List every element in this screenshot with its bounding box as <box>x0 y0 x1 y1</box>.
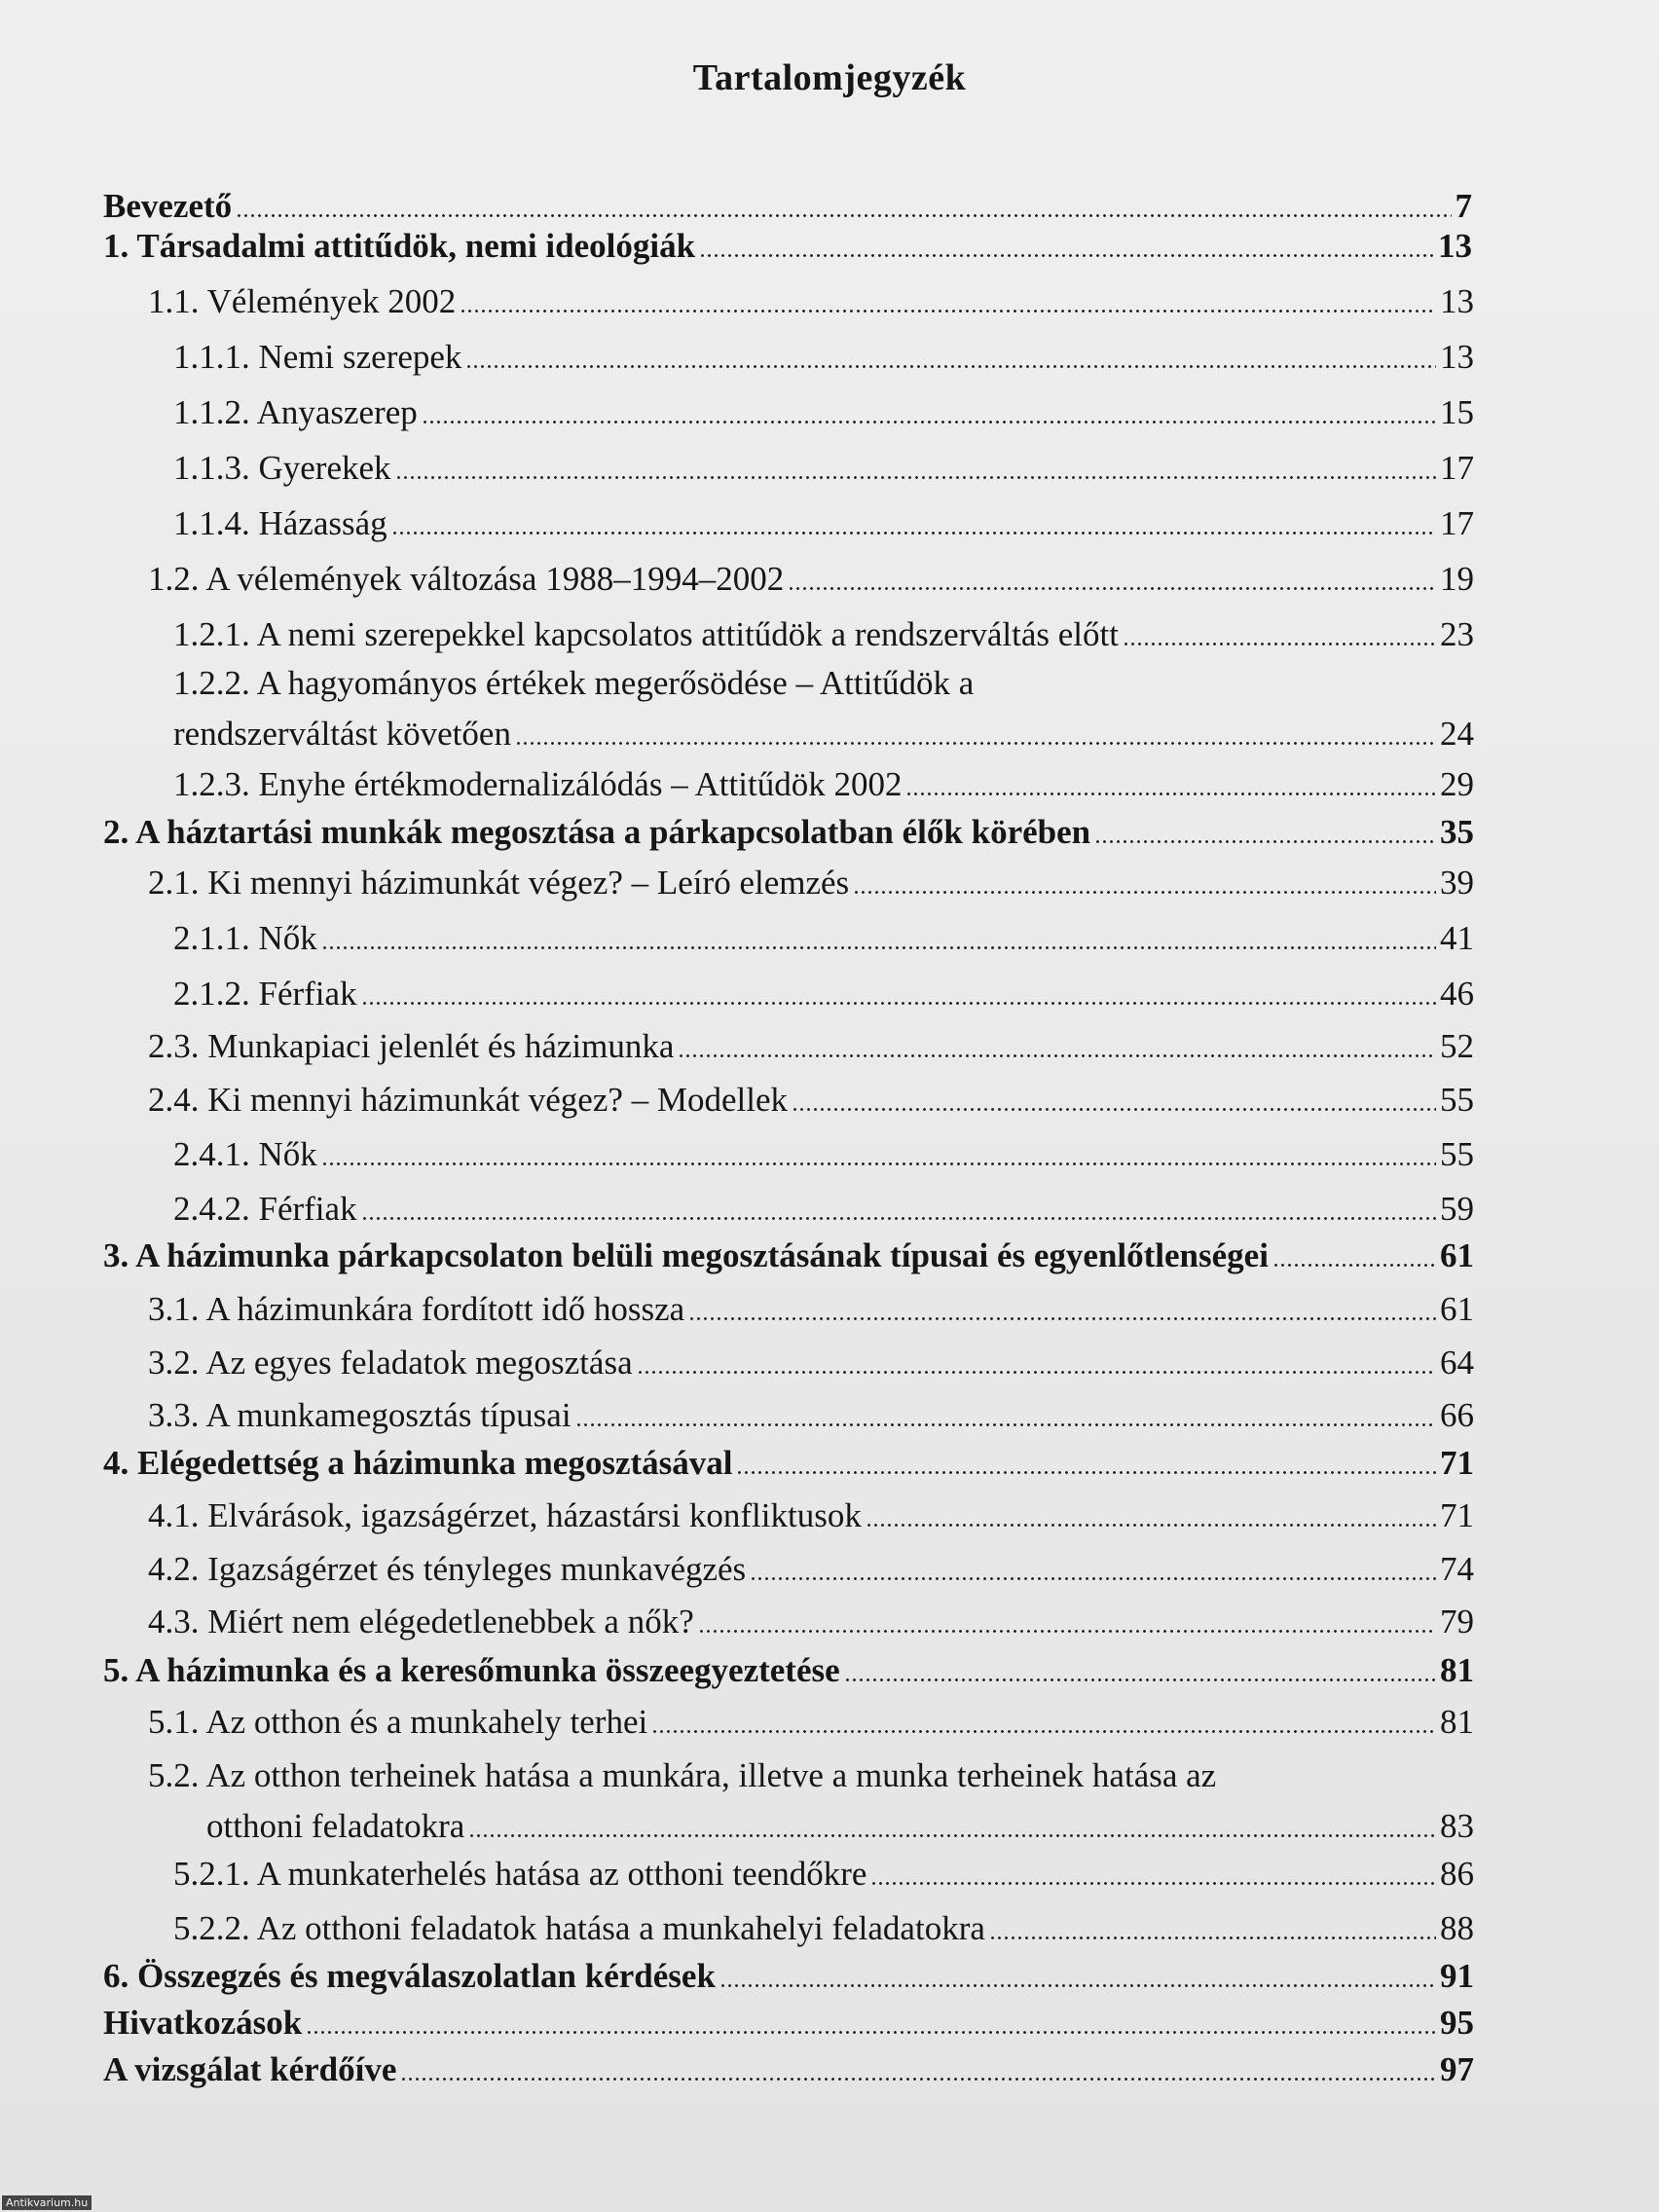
dot-leader <box>361 1002 1436 1005</box>
toc-entry-label: 2.1.2. Férfiak <box>173 975 357 1013</box>
toc-entry <box>148 1081 1474 1120</box>
toc-entry <box>148 1550 1474 1589</box>
toc-entry-page: 91 <box>1440 1957 1474 1995</box>
toc-entry <box>148 1603 1474 1641</box>
dot-leader <box>468 1834 1436 1837</box>
toc-entry-page: 41 <box>1440 919 1474 957</box>
toc-entry <box>173 919 1474 958</box>
dot-leader <box>460 310 1436 313</box>
toc-entry-page: 61 <box>1440 1290 1474 1328</box>
toc-entry <box>173 975 1474 1014</box>
toc-entry-page: 7 <box>1455 187 1472 225</box>
toc-entry <box>173 1190 1474 1229</box>
toc-entry-page: 74 <box>1440 1550 1474 1588</box>
toc-entry-page: 19 <box>1440 560 1474 598</box>
toc-entry-label: 3.1. A házimunkára fordított idő hossza <box>148 1290 685 1328</box>
dot-leader <box>750 1577 1436 1580</box>
toc-entry-page: 79 <box>1440 1603 1474 1641</box>
dot-leader <box>719 1984 1436 1987</box>
toc-entry <box>148 864 1474 903</box>
toc-entry-page: 55 <box>1440 1081 1474 1119</box>
toc-entry-label: 2.4.1. Nők <box>173 1135 317 1173</box>
dot-leader <box>688 1317 1436 1320</box>
toc-entry-page: 66 <box>1440 1396 1474 1434</box>
toc-entry-label: 6. Összegzés és megválaszolatlan kérdések <box>103 1957 716 1995</box>
toc-entry-page: 46 <box>1440 975 1474 1013</box>
toc-entry <box>148 1344 1474 1382</box>
dot-leader <box>989 1936 1436 1939</box>
dot-leader <box>465 365 1436 368</box>
dot-leader <box>1094 840 1436 843</box>
toc-entry <box>148 1290 1474 1329</box>
toc-entry-label: 5.2.2. Az otthoni feladatok hatása a munkahelyi feladatokra <box>173 1909 985 1947</box>
watermark: Antikvarium.hu <box>2 2195 92 2210</box>
toc-entry-page: 95 <box>1440 2004 1474 2042</box>
toc-entry-page: 39 <box>1440 864 1474 902</box>
toc-entry <box>148 1396 1474 1435</box>
toc-entry <box>173 504 1474 543</box>
toc-entry-page: 64 <box>1440 1344 1474 1382</box>
dot-leader <box>637 1371 1436 1374</box>
dot-leader <box>792 1108 1436 1111</box>
toc-entry-label: 3.3. A munkamegosztás típusai <box>148 1396 571 1434</box>
toc-entry-page: 61 <box>1440 1236 1474 1274</box>
toc-entry-page: 24 <box>1440 715 1474 753</box>
toc-entry-page: 17 <box>1440 504 1474 542</box>
dot-leader <box>853 891 1436 894</box>
dot-leader <box>515 742 1436 745</box>
dot-leader <box>321 946 1436 949</box>
toc-entry <box>173 1855 1474 1894</box>
toc-entry-page: 13 <box>1440 282 1474 320</box>
toc-entry <box>103 227 1472 266</box>
toc-entry-label: Bevezető <box>103 187 233 225</box>
toc-entry-page: 71 <box>1440 1444 1474 1482</box>
toc-entry-label: A vizsgálat kérdőíve <box>103 2050 397 2088</box>
dot-leader <box>866 1524 1436 1527</box>
toc-entry-label: 1.1.3. Gyerekek <box>173 449 391 487</box>
dot-leader <box>321 1162 1436 1165</box>
toc-entry-label: 1.2.1. A nemi szerepekkel kapcsolatos attitűdök a rendszerváltás előtt <box>173 615 1119 653</box>
toc-entry-label: 4.2. Igazságérzet és tényleges munkavégzés <box>148 1550 747 1588</box>
toc-entry-page: 13 <box>1438 227 1472 265</box>
toc-entry <box>103 1236 1474 1275</box>
toc-entry-page: 71 <box>1440 1496 1474 1534</box>
toc-entry-label: 2.1. Ki mennyi házimunkát végez? – Leíró elemzés <box>148 864 850 902</box>
dot-leader <box>391 532 1436 535</box>
dot-leader <box>306 2031 1436 2034</box>
page-title: Tartalomjegyzék <box>692 57 967 98</box>
dot-leader <box>395 476 1436 479</box>
dot-leader <box>678 1054 1436 1057</box>
toc-entry <box>103 1957 1474 1996</box>
dot-leader <box>361 1217 1436 1220</box>
toc-entry-label: 5. A házimunka és a keresőmunka összeegyeztetése <box>103 1651 840 1689</box>
toc-entry-page: 13 <box>1440 338 1474 376</box>
toc-entry <box>148 1756 1474 1846</box>
toc-entry-label: 1.1.1. Nemi szerepek <box>173 338 462 376</box>
toc-entry-page: 15 <box>1440 393 1474 431</box>
toc-entry-label: 4. Elégedettség a házimunka megosztásával <box>103 1444 733 1482</box>
dot-leader <box>236 214 1451 217</box>
toc-entry <box>173 338 1474 377</box>
toc-entry <box>173 1909 1474 1948</box>
toc-entry <box>173 664 1474 754</box>
toc-entry-label: 2. A háztartási munkák megosztása a párkapcsolatban élők körében <box>103 813 1091 851</box>
toc-entry-page: 83 <box>1440 1807 1474 1845</box>
toc-entry <box>148 1027 1474 1066</box>
toc-entry-page: 23 <box>1440 615 1474 653</box>
toc-entry-page: 17 <box>1440 449 1474 487</box>
toc-entry-label: 1.1.2. Anyaszerep <box>173 393 418 431</box>
dot-leader <box>575 1423 1436 1426</box>
toc-entry-label: 2.4.2. Férfiak <box>173 1190 357 1228</box>
toc-entry-label: 5.2.1. A munkaterhelés hatása az otthoni teendőkre <box>173 1855 867 1893</box>
toc-entry-page: 55 <box>1440 1135 1474 1173</box>
toc-entry-label: 1.2.3. Enyhe értékmodernalizálódás – Attitűdök 2002 <box>173 765 903 803</box>
toc-entry <box>148 1703 1474 1742</box>
toc-entry-label: 4.1. Elvárások, igazságérzet, házastársi konfliktusok <box>148 1496 862 1534</box>
dot-leader <box>844 1678 1436 1681</box>
toc-entry <box>148 1496 1474 1535</box>
dot-leader <box>699 254 1434 257</box>
dot-leader <box>651 1730 1436 1733</box>
toc-entry-page: 81 <box>1440 1703 1474 1741</box>
dot-leader <box>400 2078 1436 2081</box>
toc-entry-label: 5.1. Az otthon és a munkahely terhei <box>148 1703 648 1741</box>
toc-entry-label: 1.2. A vélemények változása 1988–1994–2002 <box>148 560 785 598</box>
toc-entry-label: 3. A házimunka párkapcsolaton belüli megosztásának típusai és egyenlőtlenségei <box>103 1236 1269 1274</box>
toc-entry-label: 1.1. Vélemények 2002 <box>148 282 457 320</box>
toc-entry-page: 59 <box>1440 1190 1474 1228</box>
toc-entry-label: 2.3. Munkapiaci jelenlét és házimunka <box>148 1027 675 1065</box>
dot-leader <box>422 421 1436 424</box>
toc-entry-page: 29 <box>1440 765 1474 803</box>
dot-leader <box>1272 1264 1436 1267</box>
dot-leader <box>788 587 1436 590</box>
toc-entry <box>173 393 1474 432</box>
toc-entry <box>103 2004 1474 2043</box>
toc-entry-page: 52 <box>1440 1027 1474 1065</box>
toc-entry-label: 4.3. Miért nem elégedetlenebbek a nők? <box>148 1603 694 1641</box>
toc-entry <box>173 1135 1474 1174</box>
toc-entry <box>103 187 1472 226</box>
toc-entry-label: 5.2. Az otthon terheinek hatása a munkára, illetve a munka terheinek hatása az <box>148 1756 1217 1794</box>
toc-entry <box>103 1444 1474 1483</box>
toc-entry-label-continued: rendszerváltást követően <box>173 715 511 753</box>
dot-leader <box>905 793 1436 795</box>
toc-entry <box>103 2050 1474 2089</box>
toc-entry-page: 86 <box>1440 1855 1474 1893</box>
toc-entry-label: 2.4. Ki mennyi házimunkát végez? – Modellek <box>148 1081 789 1119</box>
dot-leader <box>698 1630 1436 1633</box>
toc-entry <box>173 449 1474 488</box>
dot-leader <box>736 1471 1436 1474</box>
toc-entry-label: 1. Társadalmi attitűdök, nemi ideológiák <box>103 227 696 265</box>
toc-entry-label: 1.2.2. A hagyományos értékek megerősödése – Attitűdök a <box>173 664 975 702</box>
toc-entry-label: 2.1.1. Nők <box>173 919 317 957</box>
toc-entry-page: 97 <box>1440 2050 1474 2088</box>
toc-entry <box>103 1651 1474 1690</box>
dot-leader <box>870 1882 1436 1885</box>
toc-entry-page: 81 <box>1440 1651 1474 1689</box>
toc-entry-label: 1.1.4. Házasság <box>173 504 387 542</box>
toc-entry <box>173 765 1474 804</box>
toc-entry-page: 35 <box>1440 813 1474 851</box>
toc-entry <box>148 282 1474 321</box>
toc-entry-label-continued: otthoni feladatokra <box>206 1807 465 1845</box>
toc-entry <box>173 615 1474 654</box>
toc-entry-label: Hivatkozások <box>103 2004 303 2042</box>
toc-entry-label: 3.2. Az egyes feladatok megosztása <box>148 1344 633 1382</box>
dot-leader <box>1123 643 1436 645</box>
toc-entry <box>148 560 1474 599</box>
toc-entry-page: 88 <box>1440 1909 1474 1947</box>
toc-entry <box>103 813 1474 852</box>
